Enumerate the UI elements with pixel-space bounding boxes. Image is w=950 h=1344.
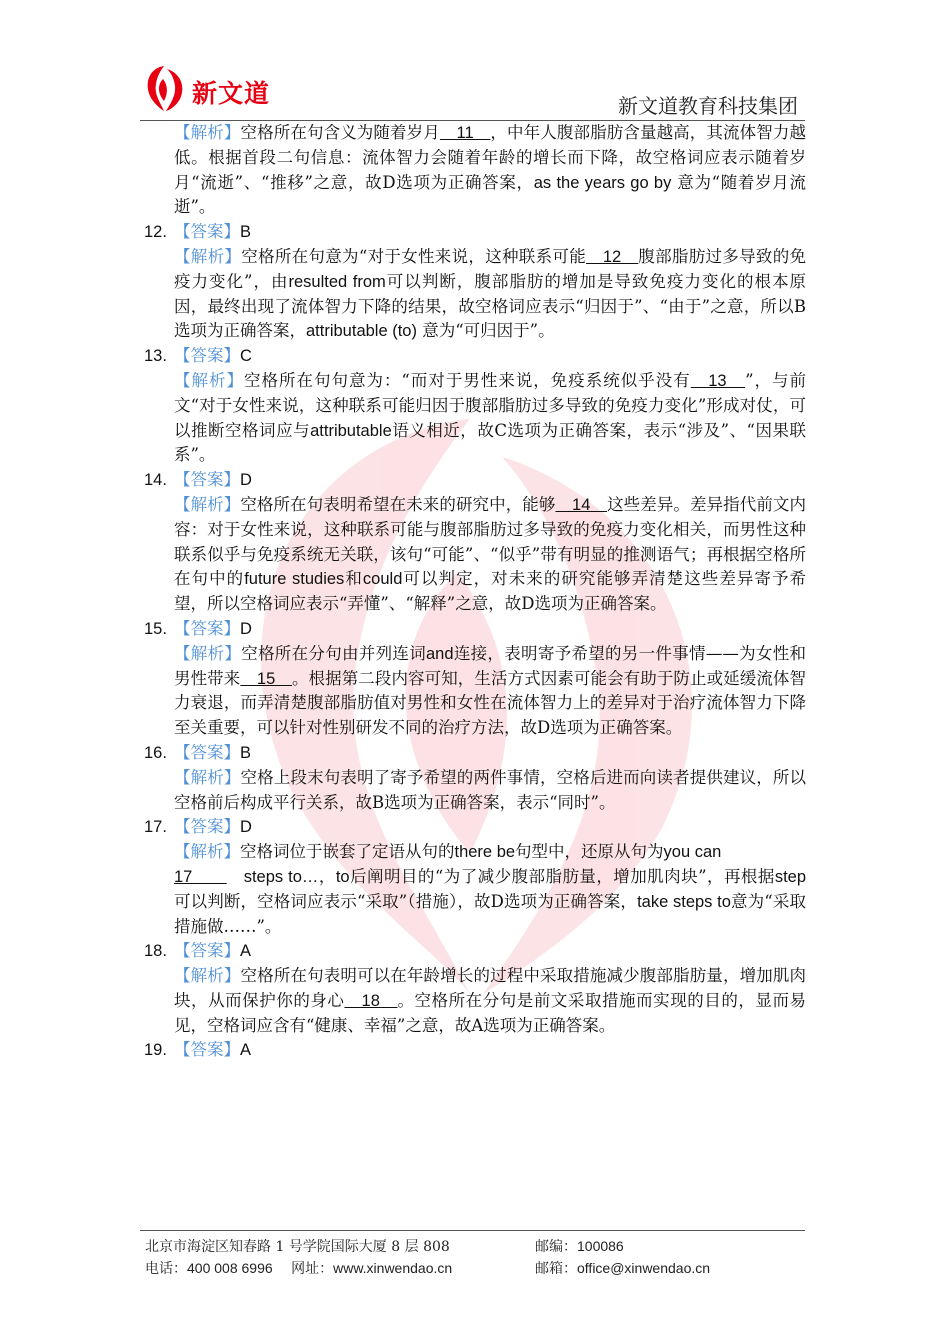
question-17: 17. 【答案】D 【解析】空格词位于嵌套了定语从句的there be句型中，还原从句为you can 17 steps to…，to后阐明目的“为了减少腹部脂肪量，增加肌肉块”，再根据step可以判断，空格词应表示“采取”（措施），故D选项为正确答案，take steps to意为“采取措施做……”。	[144, 817, 807, 936]
analysis-tag: 【解析】	[174, 123, 241, 142]
answer-value: B	[240, 223, 252, 242]
answer-tag: 【答案】	[174, 941, 240, 961]
answer-tag: 【答案】	[174, 618, 240, 638]
footer-website-link[interactable]: www.xinwendao.cn	[333, 1260, 453, 1276]
analysis-tag: 【解析】	[174, 643, 242, 663]
blank-14: 14	[555, 495, 608, 514]
question-18: 18. 【答案】A 【解析】空格所在句表明可以在年龄增长的过程中采取措施减少腹部脂肪量，增加肌肉块，从而保护你的身心 18 。空格所在分句是前文采取措施而实现的目的，显而易见，空格词应含有“健康、幸福”之意，故A选项为正确答案。	[144, 941, 807, 1035]
answer-value: D	[240, 619, 252, 638]
answer-tag: 【答案】	[174, 222, 240, 242]
analysis-tag: 【解析】	[174, 246, 242, 266]
company-name: 新文道教育科技集团	[618, 94, 798, 118]
answer-tag: 【答案】	[174, 817, 240, 837]
blank-12: 12	[586, 247, 639, 266]
question-12: 12. 【答案】B 【解析】空格所在句意为“对于女性来说，这种联系可能 12 腹部脂肪过多导致的免疫力变化”，由resulted from可以判断，腹部脂肪的增加是导致免疫力变化的根本原因，最终出现了流体智力下降的结果，故空格词应表示“归因于”、“由于”之意，所以B选项为正确答案，attributable (to) 意为“可归因于”。	[144, 222, 807, 341]
answer-tag: 【答案】	[174, 742, 240, 762]
answer-value: B	[240, 743, 252, 762]
answer-value: C	[240, 347, 252, 366]
question-16: 16. 【答案】B 【解析】空格上段末句表明了寄予希望的两件事情，空格后进而向读者提供建议，所以空格前后构成平行关系，故B选项为正确答案，表示“同时”。	[144, 742, 807, 812]
answer-tag: 【答案】	[174, 346, 240, 366]
answer-value: D	[240, 818, 252, 837]
question-14: 14. 【答案】D 【解析】空格所在句表明希望在未来的研究中，能够 14 这些差异。差异指代前文内容：对于女性来说，这种联系可能与腹部脂肪过多导致的免疫力变化相关，而男性这种联系似乎与免疫系统无关联，该句“可能”、“似乎”带有明显的推测语气；再根据空格所在句中的future studies和could可以判定，对未来的研究能够弄清楚这些差异寄予希望，所以空格词应表示“弄懂”、“解释”之意，故D选项为正确答案。	[144, 470, 807, 614]
blank-15: 15	[240, 669, 292, 688]
analysis-tag: 【解析】	[174, 494, 241, 514]
footer-phone: 400 008 6996	[187, 1260, 273, 1276]
analysis-tag: 【解析】	[174, 767, 241, 787]
logo-text: 新文道	[192, 79, 271, 108]
blank-13: 13	[690, 371, 746, 390]
blank-17: 17	[174, 867, 227, 886]
question-19	[144, 1038, 806, 1063]
footer-divider	[140, 1230, 805, 1231]
question-number: 19.	[144, 1041, 167, 1060]
question-number: 18.	[144, 942, 167, 961]
answer-analysis-content	[144, 121, 806, 1063]
footer-email-link[interactable]: office@xinwendao.cn	[577, 1260, 711, 1276]
question-15: 15. 【答案】D 【解析】空格所在分句由并列连词and连接，表明寄予希望的另一件事情——为女性和男性带来 15 。根据第二段内容可知，生活方式因素可能会有助于防止或延缓流体智力衰退，而弄清楚腹部脂肪值对男性和女性在流体智力上的差异对于治疗流体智力下降至关重要，可以针对性别研发不同的治疗方法，故D选项为正确答案。	[144, 618, 807, 738]
analysis-tag: 【解析】	[174, 842, 240, 862]
question-number: 16.	[144, 743, 167, 762]
footer-postcode: 100086	[577, 1238, 624, 1254]
question-number: 12.	[144, 223, 167, 242]
analysis-tag: 【解析】	[174, 966, 241, 986]
answer-value: A	[240, 942, 252, 961]
question-number: 13.	[144, 347, 167, 366]
q11-analysis: 【解析】空格所在句含义为随着岁月 11 ，中年人腹部脂肪含量越高，其流体智力越低。根据首段二句信息：流体智力会随着年龄的增长而下降，故空格词应表示随着岁月“流逝”、“推移”之意，故D选项为正确答案，as the years go by 意为“随着岁月流逝”。	[174, 123, 807, 217]
footer-line-1: 北京市海淀区知春路 1 号学院国际大厦 8 层 808 邮编：100086	[145, 1238, 624, 1255]
question-number: 14.	[144, 471, 167, 490]
answer-value: A	[240, 1041, 252, 1060]
analysis-tag: 【解析】	[174, 370, 244, 390]
question-13: 13. 【答案】C 【解析】空格所在句句意为：“而对于男性来说，免疫系统似乎没有 13 ”，与前文“对于女性来说，这种联系可能归因于腹部脂肪过多导致的免疫力变化”形成对仗，可以推断空格词应与attributable语义相近，故C选项为正确答案，表示“涉及”、“因果联系”。	[144, 346, 807, 465]
answer-tag: 【答案】	[174, 470, 240, 490]
footer-address: 北京市海淀区知春路 1 号学院国际大厦 8 层 808	[145, 1239, 450, 1255]
answer-tag: 【答案】	[174, 1040, 240, 1060]
answer-value: D	[240, 471, 252, 490]
footer-line-2: 电话：400 008 6996 网址：www.xinwendao.cn 邮箱：office@xinwendao.cn	[145, 1260, 711, 1277]
blank-11: 11	[439, 124, 491, 142]
blank-18: 18	[344, 991, 398, 1010]
question-number: 17.	[144, 818, 167, 837]
question-number: 15.	[144, 619, 167, 638]
